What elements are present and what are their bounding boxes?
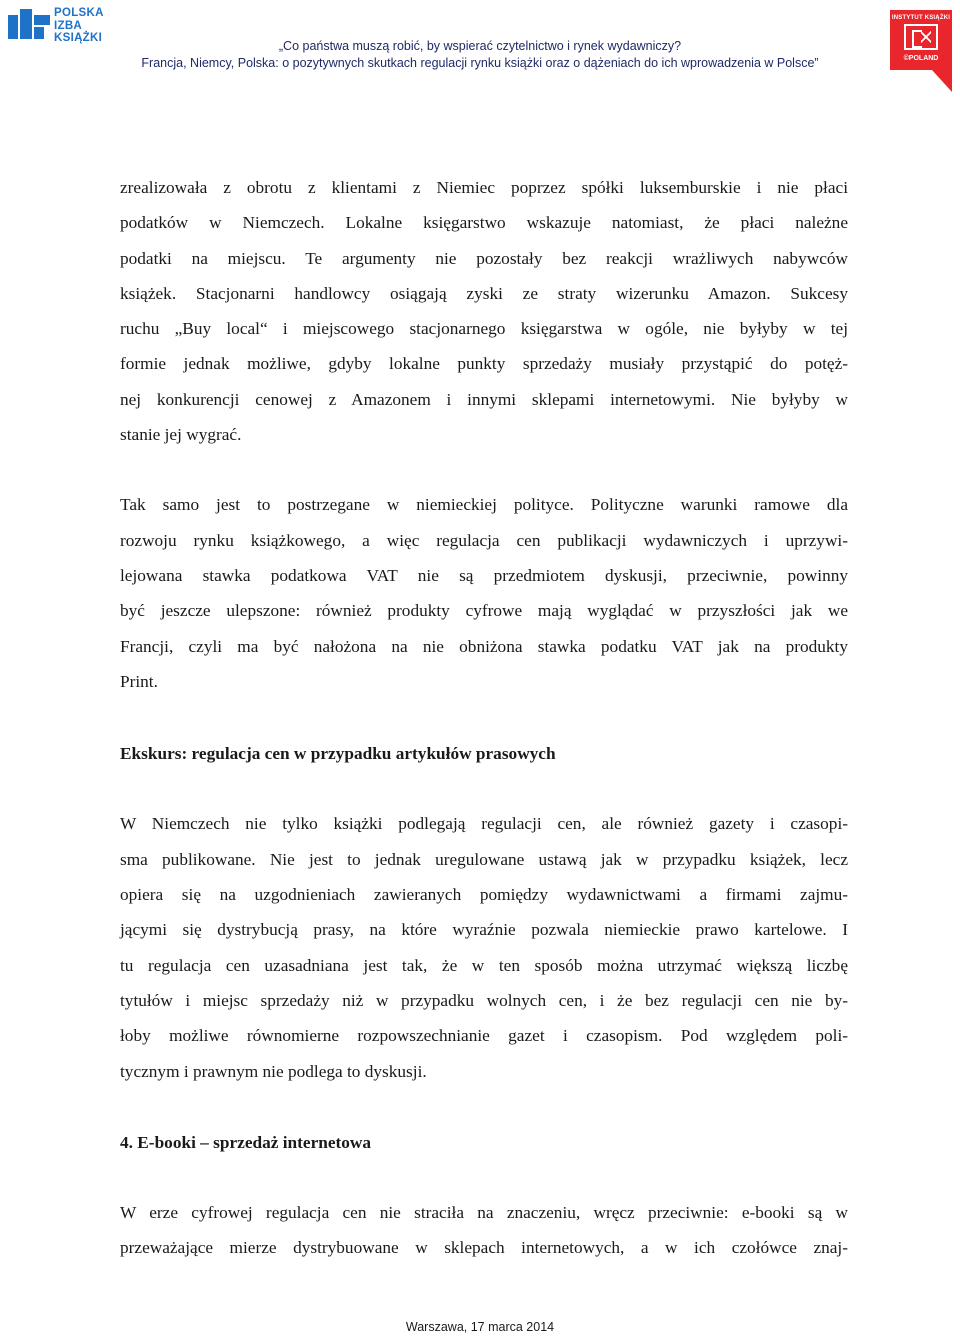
paragraph-line: tytułów i miejsc sprzedaży niż w przypadku wolnych cen, i że bez regulacji cen nie by- — [120, 990, 848, 1010]
paragraph-line: łoby możliwe równomierne rozpowszechnianie gazet i czasopism. Pod względem poli- — [120, 1026, 848, 1046]
paragraph-line: W Niemczech nie tylko książki podlegają regulacji cen, ale również gazety i czasopi- — [120, 814, 848, 834]
polska-izba-ksiazki-logo — [8, 7, 126, 47]
section-heading-ebooks: 4. E-booki – sprzedaż internetowa — [120, 1132, 372, 1152]
paragraph-line: zrealizowała z obrotu z klientami z Niemiec poprzez spółki luksemburskie i nie płaci — [120, 178, 848, 197]
paragraph-line: formie jednak możliwe, gdyby lokalne punkty sprzedaży musiały przystąpić do potęż- — [120, 354, 848, 374]
paragraph-line: rozwoju rynku książkowego, a więc regulacja cen publikacji wydawniczych i uprzywi- — [120, 530, 848, 550]
paragraph-line: ruchu „Buy local“ i miejscowego stacjonarnego księgarstwa w ogóle, nie byłyby w tej — [120, 319, 848, 339]
paragraph-line: nej konkurencji cenowej z Amazonem i innymi sklepami internetowymi. Nie byłyby w — [120, 389, 848, 409]
paragraph-3 — [120, 806, 848, 1088]
paragraph-line: być jeszcze ulepszone: również produkty cyfrowe mają wyglądać w przyszłości jak we — [120, 601, 848, 621]
document-body — [120, 170, 848, 1266]
paragraph-line: stanie jej wygrać. — [120, 425, 242, 445]
paragraph-line: opiera się na uzgodnieniach zawieranych pomiędzy wydawnictwami a firmami zajmu- — [120, 885, 848, 905]
pik-logo-line-1: POLSKA — [54, 7, 104, 19]
pik-logo-mark-icon — [8, 9, 50, 45]
ik-logo-mark-icon — [904, 24, 938, 50]
paragraph-line: przeważające mierze dystrybuowane w sklepach internetowych, a w ich czołówce znaj- — [120, 1238, 848, 1258]
pik-logo-line-2: IZBA — [54, 19, 83, 32]
ik-logo-tail-icon — [932, 70, 952, 92]
paragraph-line: Francji, czyli ma być nałożona na nie obniżona stawka podatku VAT jak na produkty — [120, 636, 848, 656]
paragraph-line: Print. — [120, 671, 158, 691]
page-footer-date: Warszawa, 17 marca 2014 — [405, 1320, 555, 1334]
paragraph-line: lejowana stawka podatkowa VAT nie są przedmiotem dyskusji, przeciwnie, powinny — [120, 565, 848, 585]
paragraph-line: W erze cyfrowej regulacja cen nie straciła na znaczeniu, wręcz przeciwnie: e-booki są w — [120, 1203, 848, 1223]
instytut-ksiazki-logo — [890, 10, 952, 92]
document-header-title — [130, 38, 830, 72]
ik-logo-bottom-text: ©POLAND — [903, 55, 939, 62]
paragraph-line: jącymi się dystrybucją prasy, na które wyraźnie pozwala niemieckie prawo kartelowe. I — [120, 920, 848, 940]
paragraph-line: tu regulacja cen uzasadniana jest tak, że w ten sposób można utrzymać większą liczbę — [120, 955, 848, 975]
paragraph-2 — [120, 487, 848, 699]
header-title-line-1: „Co państwa muszą robić, by wspierać czytelnictwo i rynek wydawniczy? — [278, 39, 682, 53]
header-title-line-2: Francja, Niemcy, Polska: o pozytywnych skutkach regulacji rynku książki oraz o dążeniach do ich wprowadzenia w Polsce” — [141, 56, 819, 70]
paragraph-1 — [120, 170, 848, 452]
paragraph-line: tycznym i prawnym nie podlega to dyskusji. — [120, 1061, 427, 1081]
pik-logo-line-3: KSIĄŻKI — [54, 32, 103, 44]
paragraph-line: Tak samo jest to postrzegane w niemieckiej polityce. Polityczne warunki ramowe dla — [120, 495, 848, 515]
paragraph-line: książek. Stacjonarni handlowcy osiągają zyski ze straty wizerunku Amazon. Sukcesy — [120, 283, 848, 303]
paragraph-line: podatków w Niemczech. Lokalne księgarstwo wskazuje natomiast, że płaci należne — [120, 213, 848, 233]
paragraph-4 — [120, 1195, 848, 1266]
section-heading-ekskurs: Ekskurs: regulacja cen w przypadku artykułów prasowych — [120, 744, 556, 764]
ik-logo-top-text: INSTYTUT KSIĄŻKI — [891, 15, 951, 21]
paragraph-line: sma publikowane. Nie jest to jednak uregulowane ustawą jak w przypadku książek, lecz — [120, 849, 848, 869]
paragraph-line: podatki na miejscu. Te argumenty nie pozostały bez reakcji wrażliwych nabywców — [120, 248, 848, 268]
